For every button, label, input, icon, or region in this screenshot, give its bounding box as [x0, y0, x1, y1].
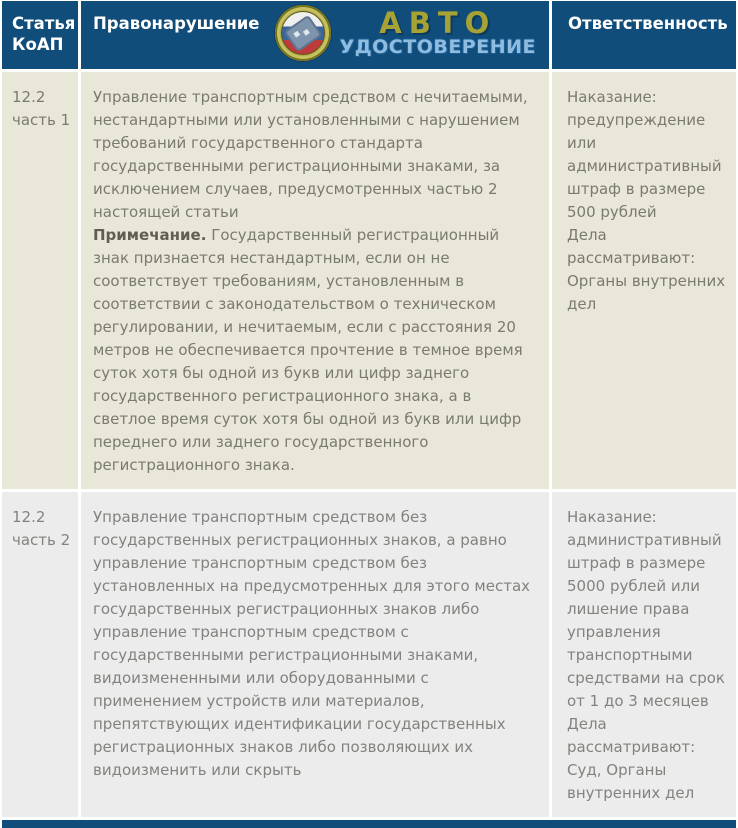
avto-udostoverenie-logo: [275, 5, 536, 61]
table-row-12-2-part-2: [2, 492, 736, 817]
violations-table: [2, 1, 736, 817]
offense-text: Управление транспортным средством с нечитаемыми, нестандартными или установленными с нарушением требований государственного стандарта государственными регистрационными знаками, за исключением случаев, предусмотренных частью 2 настоящей статьи: [93, 88, 528, 221]
penalty-text: Наказание: административный штраф в размере 5000 рублей или лишение права управления транспортными средствами на срок от 1 до 3 месяцев: [567, 508, 725, 710]
note-text: Государственный регистрационный знак признается нестандартным, если он не соответствует требованиям, установленным в соответствии с законодательством о техническом регулировании, и нечитаемым, если с расстояния 20 метров не обеспечивается прочтение в темное время суток хотя бы одной из букв или цифр заднего государственного регистрационного знака, а в светлое время суток хотя бы одной из букв или цифр переднего или заднего государственного регистрационного знака.: [93, 226, 523, 474]
koap-violations-table-page: [2, 1, 736, 828]
logo-emblem-icon: [275, 5, 331, 61]
table-row-12-2-part-1: [2, 72, 736, 489]
logo-subtitle: УДОСТОВЕРЕНИЕ: [339, 35, 536, 58]
article-cell: [2, 492, 78, 817]
offense-note: [93, 224, 539, 477]
header-article-column: Статья КоАП: [2, 1, 78, 69]
article-part: часть 1: [12, 111, 71, 129]
note-label: Примечание.: [93, 226, 207, 244]
certificate-hand-icon: [283, 14, 322, 52]
table-header-row: [2, 1, 736, 69]
penalty-text: Наказание: предупреждение или административный штраф в размере 500 рублей: [567, 88, 722, 221]
offense-text: Управление транспортным средством без государственных регистрационных знаков, а равно управление транспортным средством без установленных на предусмотренных для этого местах государственных регистрационных знаков либо управление транспортным средством с государственными регистрационными знаками, видоизмененными или оборудованными с применением устройств или материалов, препятствующих идентификации государственных регистрационных знаков либо позволяющих их видоизменить или скрыть: [93, 508, 531, 779]
russian-flag-icon: [281, 11, 325, 55]
logo-text: [339, 5, 536, 58]
article-number: 12.2: [12, 88, 46, 106]
cases-text: Дела рассматривают: Суд, Органы внутренних дел: [567, 715, 696, 802]
offense-cell: [81, 72, 549, 489]
responsibility-cell: [552, 492, 736, 817]
bottom-accent-bar: [2, 820, 736, 828]
article-cell: [2, 72, 78, 489]
header-offense-column: [81, 1, 549, 69]
offense-cell: [81, 492, 549, 817]
article-number: 12.2: [12, 508, 46, 526]
responsibility-cell: [552, 72, 736, 489]
logo-title: АВТО: [379, 5, 497, 40]
cases-text: Дела рассматривают: Органы внутренних дел: [567, 226, 726, 313]
article-part: часть 2: [12, 531, 71, 549]
header-responsibility-column: Ответственность: [552, 1, 736, 69]
header-offense-label: Правонарушение: [93, 14, 260, 33]
